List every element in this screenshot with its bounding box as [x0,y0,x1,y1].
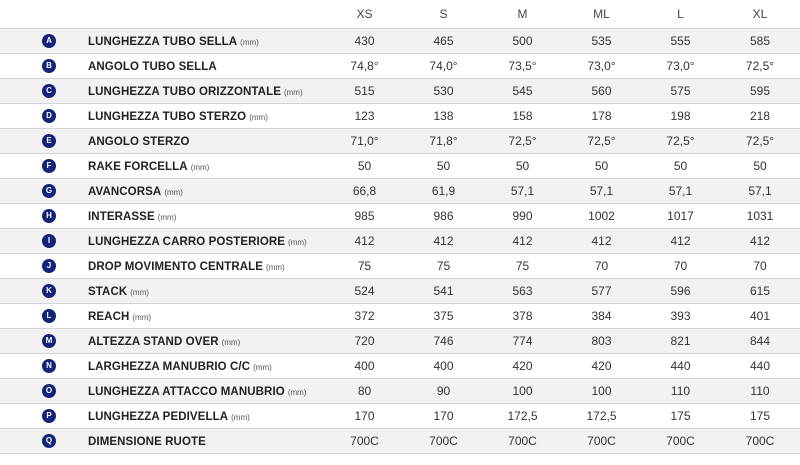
value-cell: 175 [720,404,800,429]
value-cell: 75 [483,254,562,279]
value-cell: 700C [483,429,562,454]
measure-name: DROP MOVIMENTO CENTRALE [88,261,264,273]
size-header-xl: XL [720,0,800,29]
measure-label-cell [82,79,325,104]
measure-name: STACK [88,286,128,298]
value-cell: 821 [641,329,720,354]
value-cell: 615 [720,279,800,304]
letter-cell [0,279,82,304]
measure-label-cell [82,279,325,304]
value-cell: 700C [562,429,641,454]
value-cell: 57,1 [562,179,641,204]
value-cell: 50 [562,154,641,179]
measure-label-cell [82,379,325,404]
measure-label-cell [82,154,325,179]
value-cell: 57,1 [641,179,720,204]
measure-letter-badge: G [42,184,56,198]
letter-cell [0,329,82,354]
value-cell: 1031 [720,204,800,229]
value-cell: 541 [404,279,483,304]
value-cell: 986 [404,204,483,229]
table-row [0,379,800,404]
measure-unit: (mm) [190,163,210,172]
table-row [0,429,800,454]
value-cell: 170 [404,404,483,429]
value-cell: 170 [325,404,404,429]
value-cell: 515 [325,79,404,104]
measure-letter-badge: C [42,84,56,98]
value-cell: 90 [404,379,483,404]
measure-name: RAKE FORCELLA [88,161,188,173]
value-cell: 700C [325,429,404,454]
size-header [0,0,800,29]
value-cell: 100 [483,379,562,404]
measure-label-cell [82,129,325,154]
letter-cell [0,179,82,204]
measure-name: ALTEZZA STAND OVER [88,336,219,348]
measure-label-cell [82,54,325,79]
value-cell: 844 [720,329,800,354]
measure-unit: (mm) [231,413,250,422]
measure-unit: (mm) [132,313,152,322]
measure-letter-badge: I [42,234,56,248]
measure-letter-badge: E [42,134,56,148]
measure-unit: (mm) [157,213,177,222]
measure-label-cell [82,229,325,254]
value-cell: 110 [720,379,800,404]
measure-letter-badge: L [42,309,56,323]
letter-cell [0,404,82,429]
value-cell: 178 [562,104,641,129]
table-row [0,329,800,354]
size-header-ml: ML [562,0,641,29]
value-cell: 1017 [641,204,720,229]
value-cell: 375 [404,304,483,329]
measure-unit: (mm) [130,288,149,297]
value-cell: 401 [720,304,800,329]
value-cell: 412 [562,229,641,254]
table-row [0,404,800,429]
value-cell: 420 [483,354,562,379]
value-cell: 596 [641,279,720,304]
size-header-l: L [641,0,720,29]
measure-name: REACH [88,311,130,323]
value-cell: 746 [404,329,483,354]
value-cell: 384 [562,304,641,329]
value-cell: 70 [562,254,641,279]
table-row [0,204,800,229]
measure-letter-badge: K [42,284,56,298]
value-cell: 400 [325,354,404,379]
table-row [0,54,800,79]
value-cell: 172,5 [483,404,562,429]
value-cell: 585 [720,29,800,54]
measure-label-cell [82,354,325,379]
letter-cell [0,429,82,454]
value-cell: 500 [483,29,562,54]
value-cell: 50 [404,154,483,179]
letter-cell [0,129,82,154]
value-cell: 595 [720,79,800,104]
table-row [0,104,800,129]
value-cell: 57,1 [720,179,800,204]
value-cell: 563 [483,279,562,304]
measure-letter-badge: M [42,334,56,348]
header-measure-spacer [82,0,325,29]
value-cell: 70 [720,254,800,279]
value-cell: 420 [562,354,641,379]
value-cell: 50 [720,154,800,179]
value-cell: 218 [720,104,800,129]
value-cell: 72,5° [483,129,562,154]
letter-cell [0,54,82,79]
value-cell: 73,0° [562,54,641,79]
value-cell: 465 [404,29,483,54]
value-cell: 803 [562,329,641,354]
measure-letter-badge: O [42,384,56,398]
letter-cell [0,29,82,54]
measure-unit: (mm) [253,363,272,372]
measure-letter-badge: P [42,409,56,423]
value-cell: 412 [325,229,404,254]
table-row [0,229,800,254]
value-cell: 530 [404,79,483,104]
value-cell: 50 [325,154,404,179]
measure-label-cell [82,429,325,454]
value-cell: 74,0° [404,54,483,79]
table-row [0,154,800,179]
value-cell: 1002 [562,204,641,229]
letter-cell [0,354,82,379]
measure-label-cell [82,179,325,204]
measure-label-cell [82,329,325,354]
measure-unit: (mm) [249,113,268,122]
value-cell: 440 [641,354,720,379]
value-cell: 100 [562,379,641,404]
measure-name: ANGOLO STERZO [88,136,190,148]
value-cell: 985 [325,204,404,229]
value-cell: 412 [483,229,562,254]
table-row [0,254,800,279]
size-header-s: S [404,0,483,29]
measure-name: AVANCORSA [88,186,162,198]
table-row [0,179,800,204]
letter-cell [0,379,82,404]
letter-cell [0,79,82,104]
measure-name: LUNGHEZZA TUBO STERZO [88,111,247,123]
value-cell: 393 [641,304,720,329]
measure-name: LUNGHEZZA CARRO POSTERIORE [88,236,286,248]
value-cell: 700C [720,429,800,454]
value-cell: 575 [641,79,720,104]
value-cell: 524 [325,279,404,304]
measure-letter-badge: N [42,359,56,373]
measure-name: LUNGHEZZA TUBO ORIZZONTALE [88,86,281,98]
value-cell: 50 [483,154,562,179]
value-cell: 172,5 [562,404,641,429]
value-cell: 720 [325,329,404,354]
value-cell: 72,5° [720,54,800,79]
value-cell: 198 [641,104,720,129]
measure-letter-badge: D [42,109,56,123]
value-cell: 50 [641,154,720,179]
measure-name: LARGHEZZA MANUBRIO C/C [88,361,251,373]
value-cell: 72,5° [562,129,641,154]
measure-label-cell [82,29,325,54]
measure-name: LUNGHEZZA TUBO SELLA [88,36,238,48]
value-cell: 123 [325,104,404,129]
table-row [0,279,800,304]
measure-label-cell [82,404,325,429]
value-cell: 71,8° [404,129,483,154]
value-cell: 57,1 [483,179,562,204]
value-cell: 74,8° [325,54,404,79]
value-cell: 412 [641,229,720,254]
letter-cell [0,104,82,129]
table-row [0,29,800,54]
value-cell: 73,0° [641,54,720,79]
value-cell: 774 [483,329,562,354]
geometry-rows [0,29,800,454]
measure-label-cell [82,204,325,229]
value-cell: 75 [325,254,404,279]
value-cell: 80 [325,379,404,404]
letter-cell [0,254,82,279]
letter-cell [0,229,82,254]
table-row [0,129,800,154]
size-header-xs: XS [325,0,404,29]
measure-label-cell [82,304,325,329]
value-cell: 555 [641,29,720,54]
measure-label-cell [82,254,325,279]
value-cell: 71,0° [325,129,404,154]
value-cell: 70 [641,254,720,279]
measure-name: LUNGHEZZA PEDIVELLA [88,411,229,423]
value-cell: 372 [325,304,404,329]
value-cell: 61,9 [404,179,483,204]
measure-unit: (mm) [266,263,285,272]
value-cell: 560 [562,79,641,104]
measure-unit: (mm) [288,238,307,247]
value-cell: 412 [720,229,800,254]
measure-letter-badge: J [42,259,56,273]
value-cell: 545 [483,79,562,104]
value-cell: 700C [404,429,483,454]
value-cell: 440 [720,354,800,379]
value-cell: 72,5° [641,129,720,154]
measure-letter-badge: A [42,34,56,48]
value-cell: 175 [641,404,720,429]
value-cell: 138 [404,104,483,129]
table-row [0,79,800,104]
value-cell: 110 [641,379,720,404]
header-row [0,0,800,29]
letter-cell [0,204,82,229]
value-cell: 75 [404,254,483,279]
value-cell: 535 [562,29,641,54]
value-cell: 990 [483,204,562,229]
measure-letter-badge: H [42,209,56,223]
measure-name: INTERASSE [88,211,155,223]
measure-unit: (mm) [164,188,183,197]
value-cell: 378 [483,304,562,329]
letter-cell [0,154,82,179]
measure-letter-badge: F [42,159,56,173]
value-cell: 158 [483,104,562,129]
table-row [0,354,800,379]
measure-unit: (mm) [287,388,307,397]
letter-cell [0,304,82,329]
value-cell: 72,5° [720,129,800,154]
value-cell: 73,5° [483,54,562,79]
measure-label-cell [82,104,325,129]
measure-name: LUNGHEZZA ATTACCO MANUBRIO [88,386,285,398]
measure-unit: (mm) [240,38,259,47]
value-cell: 700C [641,429,720,454]
value-cell: 412 [404,229,483,254]
measure-letter-badge: Q [42,434,56,448]
measure-name: ANGOLO TUBO SELLA [88,61,217,73]
value-cell: 66,8 [325,179,404,204]
size-header-m: M [483,0,562,29]
value-cell: 400 [404,354,483,379]
measure-name: DIMENSIONE RUOTE [88,436,206,448]
table-row [0,304,800,329]
value-cell: 577 [562,279,641,304]
header-letter-spacer [0,0,82,29]
measure-letter-badge: B [42,59,56,73]
value-cell: 430 [325,29,404,54]
measure-unit: (mm) [221,338,241,347]
measure-unit: (mm) [283,88,303,97]
